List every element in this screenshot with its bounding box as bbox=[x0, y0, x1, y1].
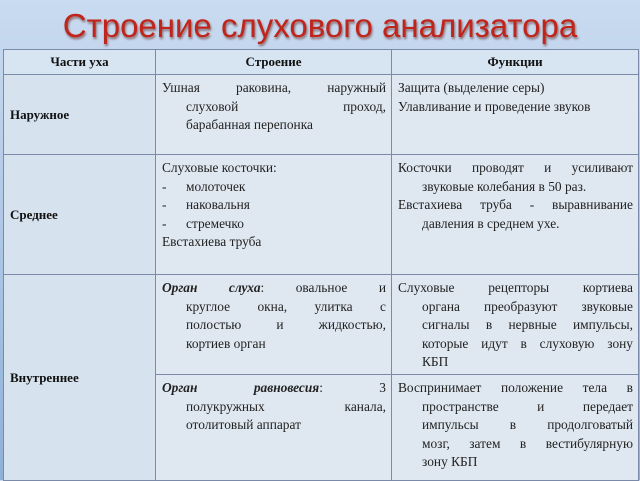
part-outer: Наружное bbox=[4, 75, 156, 155]
middle-functions bbox=[392, 155, 639, 275]
ossicle-item bbox=[162, 215, 386, 234]
ossicle-label: стремечко bbox=[186, 215, 244, 231]
middle-structure bbox=[156, 155, 392, 275]
balance-structure-line-2: полукружных канала, bbox=[186, 398, 386, 414]
header-function: Функции bbox=[392, 50, 639, 75]
part-middle: Среднее bbox=[4, 155, 156, 275]
organ-balance-label: Орган равновесия bbox=[162, 380, 320, 395]
balance-structure bbox=[156, 375, 392, 481]
ossicle-item bbox=[162, 196, 386, 215]
hearing-structure-line-3: полостью и жидкостью, bbox=[186, 317, 386, 333]
hearing-function-line-5: КБП bbox=[422, 354, 449, 370]
ossicle-label: наковальня bbox=[186, 197, 250, 213]
hearing-structure-first: : овальное и bbox=[260, 280, 387, 295]
hearing-structure-line-2: круглое окна, улитка с bbox=[186, 298, 386, 314]
header-structure: Строение bbox=[156, 50, 392, 75]
middle-structure-tail: Евстахиева труба bbox=[162, 234, 262, 250]
hearing-structure-line-4: кортиев орган bbox=[186, 335, 266, 351]
ear-structure-table bbox=[3, 49, 639, 481]
bullet-dash: - bbox=[162, 178, 167, 194]
organ-hearing-label: Орган слуха bbox=[162, 280, 261, 295]
hearing-function-line-1: Слуховые рецепторы кортиева bbox=[398, 280, 633, 295]
bullet-dash: - bbox=[162, 197, 167, 213]
balance-function-line-2: пространстве и передает bbox=[422, 398, 633, 414]
hearing-structure-line-1 bbox=[162, 279, 386, 298]
outer-structure bbox=[156, 75, 392, 155]
middle-function-line-3: Евстахиева труба - выравнивание bbox=[398, 197, 633, 213]
middle-function-line-1: Косточки проводят и усиливают bbox=[398, 160, 633, 175]
ossicle-item bbox=[162, 178, 386, 197]
outer-functions bbox=[392, 75, 639, 155]
balance-function-line-1: Воспринимает положение тела в bbox=[398, 380, 633, 395]
bullet-dash: - bbox=[162, 215, 167, 231]
hearing-functions bbox=[392, 275, 639, 375]
outer-function-line-1: Защита (выделение серы) bbox=[398, 80, 545, 95]
table-row-middle bbox=[4, 155, 639, 275]
outer-structure-line-1: Ушная раковина, наружный bbox=[162, 80, 386, 95]
hearing-structure bbox=[156, 275, 392, 375]
balance-function-line-5: зону КБП bbox=[422, 454, 478, 470]
ossicle-label: молоточек bbox=[186, 178, 246, 194]
balance-function-line-4: мозг, затем в вестибулярную bbox=[422, 435, 633, 451]
page-title: Строение слухового анализатора bbox=[62, 7, 578, 44]
balance-functions bbox=[392, 375, 639, 481]
balance-structure-line-1 bbox=[162, 379, 386, 398]
balance-function-line-3: импульсы в продолговатый bbox=[422, 417, 633, 433]
table-row-outer bbox=[4, 75, 639, 155]
hearing-function-line-2: органа преобразуют звуковые bbox=[422, 298, 633, 314]
hearing-function-line-3: сигналы в нервные импульсы, bbox=[422, 317, 633, 333]
header-row bbox=[4, 50, 639, 75]
balance-structure-line-3: отолитовый аппарат bbox=[186, 417, 301, 433]
part-inner: Внутреннее bbox=[4, 275, 156, 481]
outer-structure-line-2: слуховой проход, bbox=[186, 98, 386, 114]
middle-structure-head: Слуховые косточки: bbox=[162, 160, 277, 175]
table-row-inner-hearing bbox=[4, 275, 639, 375]
middle-function-line-4: давления в среднем ухе. bbox=[422, 215, 560, 231]
outer-function-line-2: Улавливание и проведение звуков bbox=[398, 98, 591, 114]
outer-structure-line-3: барабанная перепонка bbox=[186, 117, 313, 133]
hearing-function-line-4: которые идут в слуховую зону bbox=[422, 335, 633, 351]
middle-function-line-2: звуковые колебания в 50 раз. bbox=[422, 178, 587, 194]
balance-structure-first: : 3 bbox=[319, 380, 386, 395]
header-part: Части уха bbox=[4, 50, 156, 75]
